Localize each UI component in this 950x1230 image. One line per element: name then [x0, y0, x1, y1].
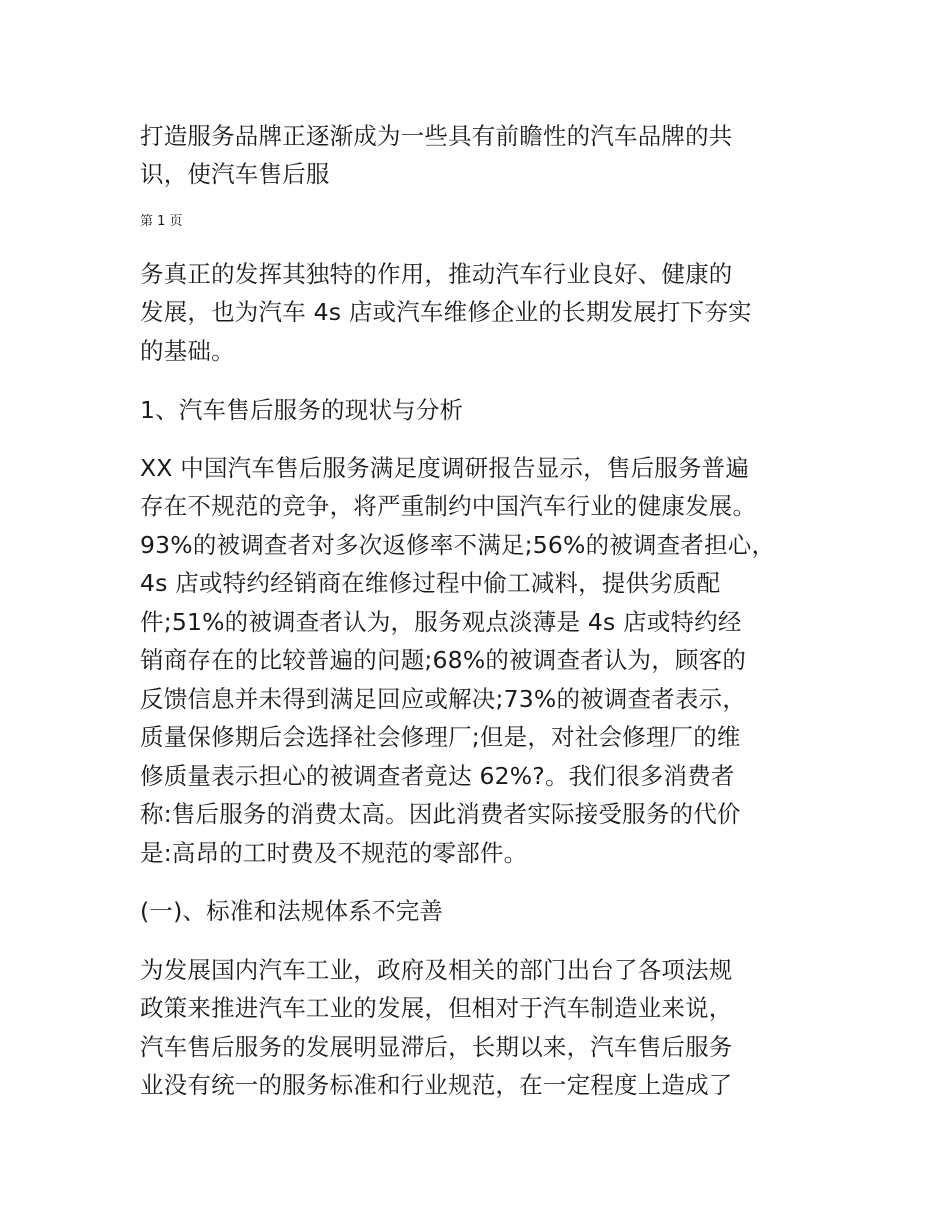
text-line: 是:高昂的工时费及不规范的零部件。	[140, 839, 528, 867]
text-line: 的基础。	[140, 337, 235, 365]
page-number: 第 1 页	[140, 214, 183, 229]
text-line: 发展，也为汽车 4s 店或汽车维修企业的长期发展打下夯实	[140, 298, 752, 326]
text-line: 质量保修期后会选择社会修理厂;但是，对社会修理厂的维	[140, 723, 741, 751]
text-line: 政策来推进汽车工业的发展，但相对于汽车制造业来说，	[140, 994, 733, 1022]
section-heading: 1、汽车售后服务的现状与分析	[140, 396, 464, 424]
text-line: 识，使汽车售后服	[140, 160, 330, 188]
text-line: 汽车售后服务的发展明显滞后，长期以来，汽车售后服务	[140, 1033, 733, 1061]
text-line: XX 中国汽车售后服务满足度调研报告显示，售后服务普遍	[140, 454, 750, 482]
text-line: 存在不规范的竞争，将严重制约中国汽车行业的健康发展。	[140, 492, 757, 520]
text-line: 件;51%的被调查者认为，服务观点淡薄是 4s 店或特约经	[140, 608, 742, 636]
text-line: 为发展国内汽车工业，政府及相关的部门出台了各项法规	[140, 956, 733, 984]
text-line: 销商存在的比较普遍的问题;68%的被调查者认为，顾客的	[140, 646, 747, 674]
text-line: 打造服务品牌正逐渐成为一些具有前瞻性的汽车品牌的共	[140, 122, 733, 150]
text-line: 4s 店或特约经销商在维修过程中偷工减料，提供劣质配	[140, 569, 721, 597]
text-line: 业没有统一的服务标准和行业规范，在一定程度上造成了	[140, 1071, 733, 1099]
text-line: 反馈信息并未得到满足回应或解决;73%的被调查者表示，	[140, 685, 747, 713]
section-heading: (一)、标准和法规体系不完善	[140, 897, 444, 925]
text-line: 称:售后服务的消费太高。因此消费者实际接受服务的代价	[140, 800, 741, 828]
text-line: 务真正的发挥其独特的作用，推动汽车行业良好、健康的	[140, 260, 733, 288]
text-line: 修质量表示担心的被调查者竟达 62%?。我们很多消费者	[140, 762, 735, 790]
text-line: 93%的被调查者对多次返修率不满足;56%的被调查者担心，	[140, 531, 776, 559]
